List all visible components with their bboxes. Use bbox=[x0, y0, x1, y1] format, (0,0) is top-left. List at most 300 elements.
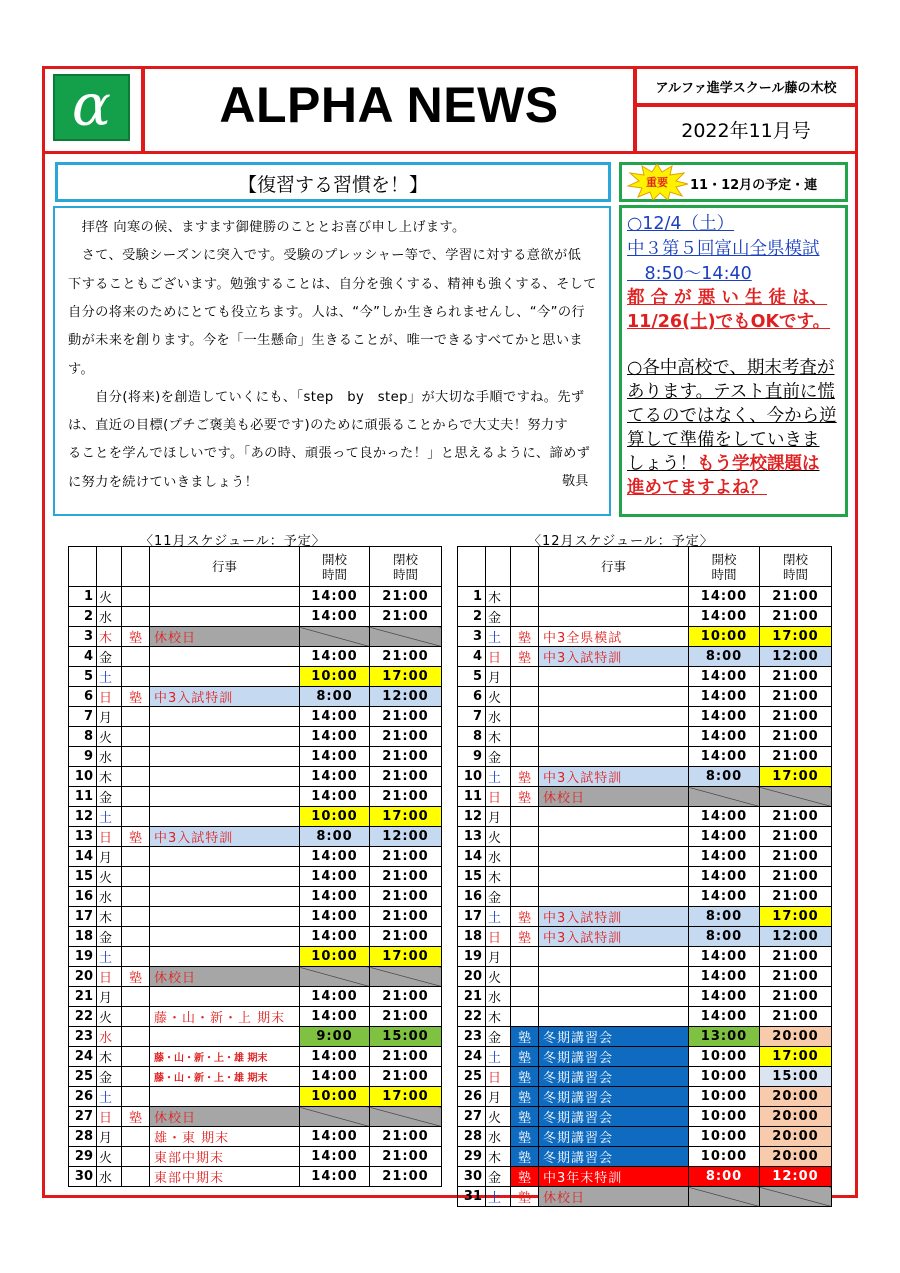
notice-line bbox=[627, 235, 845, 260]
article-line: 自分(将来)を創造していくにも、「step by step」が大切な手順ですね。先ず bbox=[68, 389, 585, 405]
schedule-row bbox=[458, 1187, 832, 1207]
juku-mark-cell: 塾 bbox=[122, 967, 150, 987]
close-time-cell: 17:00 bbox=[760, 907, 832, 927]
weekday-cell: 火 bbox=[97, 1007, 122, 1027]
open-time-cell: 10:00 bbox=[689, 1047, 760, 1067]
weekday-cell: 火 bbox=[486, 967, 511, 987]
notice-line bbox=[627, 450, 845, 475]
notice-line-text: てるのではなく、今から逆 bbox=[627, 406, 837, 426]
juku-mark-cell bbox=[511, 747, 539, 767]
juku-mark-cell bbox=[511, 847, 539, 867]
day-number-cell: 15 bbox=[69, 867, 97, 887]
weekday-cell: 水 bbox=[486, 1127, 511, 1147]
close-time-cell: 21:00 bbox=[370, 887, 442, 907]
close-time-cell: 20:00 bbox=[760, 1027, 832, 1047]
juku-mark-cell bbox=[122, 907, 150, 927]
schedule-row bbox=[458, 587, 832, 607]
juku-mark-cell bbox=[511, 687, 539, 707]
close-time-cell: 21:00 bbox=[370, 647, 442, 667]
schedule-row bbox=[458, 947, 832, 967]
close-time-cell bbox=[760, 1187, 832, 1207]
schedule-header-row bbox=[458, 547, 832, 587]
day-number-cell: 24 bbox=[69, 1047, 97, 1067]
article-line: 下することもございます。勉強することは、自分を強くする、精神も強くする、そして bbox=[68, 276, 597, 292]
schedule-row bbox=[458, 707, 832, 727]
day-number-cell: 20 bbox=[458, 967, 486, 987]
event-cell bbox=[539, 747, 689, 767]
close-time-cell: 21:00 bbox=[370, 987, 442, 1007]
juku-mark-cell: 塾 bbox=[511, 767, 539, 787]
close-time-cell: 21:00 bbox=[370, 727, 442, 747]
open-time-cell: 10:00 bbox=[300, 667, 370, 687]
close-time-cell: 20:00 bbox=[760, 1147, 832, 1167]
open-time-cell: 14:00 bbox=[300, 587, 370, 607]
weekday-cell: 日 bbox=[486, 787, 511, 807]
open-time-cell: 10:00 bbox=[689, 627, 760, 647]
notice-line-text: しょう！ bbox=[627, 454, 697, 474]
juku-mark-cell bbox=[122, 1027, 150, 1047]
close-time-cell: 21:00 bbox=[370, 787, 442, 807]
schedule-row bbox=[69, 607, 442, 627]
weekday-cell: 月 bbox=[486, 667, 511, 687]
juku-mark-cell bbox=[511, 887, 539, 907]
event-cell bbox=[150, 767, 300, 787]
schedule-row bbox=[69, 667, 442, 687]
schedule-row bbox=[69, 807, 442, 827]
issue-date: 2022年11月号 bbox=[681, 120, 811, 142]
day-number-cell: 19 bbox=[458, 947, 486, 967]
weekday-cell: 木 bbox=[97, 767, 122, 787]
day-number-cell: 16 bbox=[69, 887, 97, 907]
close-time-cell: 12:00 bbox=[760, 927, 832, 947]
juku-mark-cell: 塾 bbox=[511, 907, 539, 927]
juku-mark-cell bbox=[122, 607, 150, 627]
close-time-cell: 12:00 bbox=[370, 687, 442, 707]
open-time-cell bbox=[689, 1187, 760, 1207]
notice-line-emphasis: もう学校課題は bbox=[697, 454, 820, 474]
event-cell bbox=[539, 967, 689, 987]
article-title: 【復習する習慣を！】 bbox=[237, 174, 428, 196]
juku-mark-cell bbox=[122, 747, 150, 767]
day-number-cell: 7 bbox=[69, 707, 97, 727]
weekday-cell: 水 bbox=[486, 707, 511, 727]
weekday-cell: 木 bbox=[97, 627, 122, 647]
weekday-cell: 木 bbox=[486, 1007, 511, 1027]
event-cell bbox=[539, 947, 689, 967]
event-cell: 東部中期末 bbox=[150, 1167, 300, 1187]
close-time-cell: 17:00 bbox=[760, 1047, 832, 1067]
juku-mark-cell bbox=[122, 767, 150, 787]
weekday-cell: 土 bbox=[97, 1087, 122, 1107]
open-time-cell: 14:00 bbox=[300, 787, 370, 807]
open-time-cell: 10:00 bbox=[300, 1087, 370, 1107]
schedule-header-cell bbox=[458, 547, 486, 587]
day-number-cell: 3 bbox=[69, 627, 97, 647]
day-number-cell: 9 bbox=[458, 747, 486, 767]
schedule-row bbox=[458, 927, 832, 947]
article-line: さて、受験シーズンに突入です。受験のプレッシャー等で、学習に対する意欲が低 bbox=[68, 248, 582, 264]
open-time-cell: 14:00 bbox=[300, 607, 370, 627]
open-time-cell: 14:00 bbox=[300, 747, 370, 767]
event-cell: 冬期講習会 bbox=[539, 1107, 689, 1127]
close-time-cell: 21:00 bbox=[760, 707, 832, 727]
open-time-cell: 14:00 bbox=[300, 727, 370, 747]
day-number-cell: 24 bbox=[458, 1047, 486, 1067]
event-cell bbox=[150, 987, 300, 1007]
schedule-header-cell: 行事 bbox=[539, 547, 689, 587]
article-line: に努力を続けていきましょう！ bbox=[68, 474, 259, 490]
juku-mark-cell: 塾 bbox=[511, 1047, 539, 1067]
day-number-cell: 27 bbox=[458, 1107, 486, 1127]
close-time-cell: 21:00 bbox=[760, 667, 832, 687]
article-line: 自分の将来のためにとても役立ちます。人は、“今”しか生きられませんし、“今”の行 bbox=[68, 304, 586, 320]
weekday-cell: 日 bbox=[486, 1067, 511, 1087]
event-cell: 中3入試特訓 bbox=[150, 687, 300, 707]
close-time-cell: 12:00 bbox=[760, 647, 832, 667]
schedule-row bbox=[458, 907, 832, 927]
juku-mark-cell bbox=[122, 847, 150, 867]
event-cell bbox=[150, 887, 300, 907]
day-number-cell: 2 bbox=[69, 607, 97, 627]
open-time-cell bbox=[300, 967, 370, 987]
open-time-cell: 14:00 bbox=[689, 687, 760, 707]
day-number-cell: 17 bbox=[69, 907, 97, 927]
event-cell bbox=[539, 587, 689, 607]
schedule-row bbox=[69, 827, 442, 847]
notice-line-text: 8:50～14:40 bbox=[627, 264, 752, 284]
event-cell: 藤・山・新・上・雄 期末 bbox=[150, 1067, 300, 1087]
weekday-cell: 木 bbox=[486, 587, 511, 607]
event-cell bbox=[150, 847, 300, 867]
juku-mark-cell bbox=[122, 1167, 150, 1187]
day-number-cell: 21 bbox=[458, 987, 486, 1007]
close-time-cell: 21:00 bbox=[760, 967, 832, 987]
weekday-cell: 土 bbox=[97, 807, 122, 827]
open-time-cell: 14:00 bbox=[300, 987, 370, 1007]
close-time-cell bbox=[370, 967, 442, 987]
event-cell: 中3年末特訓 bbox=[539, 1167, 689, 1187]
juku-mark-cell bbox=[511, 807, 539, 827]
juku-mark-cell bbox=[511, 587, 539, 607]
day-number-cell: 30 bbox=[458, 1167, 486, 1187]
open-time-cell bbox=[300, 627, 370, 647]
close-time-cell: 12:00 bbox=[760, 1167, 832, 1187]
weekday-cell: 日 bbox=[97, 827, 122, 847]
schedule-header-cell bbox=[69, 547, 97, 587]
day-number-cell: 14 bbox=[69, 847, 97, 867]
close-time-cell: 21:00 bbox=[370, 587, 442, 607]
juku-mark-cell bbox=[122, 987, 150, 1007]
event-cell bbox=[150, 647, 300, 667]
open-time-cell: 14:00 bbox=[689, 747, 760, 767]
juku-mark-cell bbox=[511, 667, 539, 687]
event-cell bbox=[150, 587, 300, 607]
schedule-row bbox=[458, 827, 832, 847]
close-time-cell: 21:00 bbox=[760, 947, 832, 967]
weekday-cell: 木 bbox=[486, 727, 511, 747]
event-cell bbox=[539, 827, 689, 847]
open-time-cell: 14:00 bbox=[300, 1047, 370, 1067]
schedule-row bbox=[69, 1167, 442, 1187]
school-name: アルファ進学スクール藤の木校 bbox=[655, 81, 837, 96]
open-time-cell: 14:00 bbox=[300, 707, 370, 727]
weekday-cell: 金 bbox=[486, 1027, 511, 1047]
notice-line bbox=[627, 260, 845, 285]
weekday-cell: 日 bbox=[486, 927, 511, 947]
open-time-cell bbox=[689, 787, 760, 807]
juku-mark-cell bbox=[122, 727, 150, 747]
weekday-cell: 水 bbox=[97, 1027, 122, 1047]
weekday-cell: 金 bbox=[486, 1167, 511, 1187]
close-time-cell: 21:00 bbox=[370, 767, 442, 787]
juku-mark-cell bbox=[122, 1067, 150, 1087]
open-time-cell: 10:00 bbox=[689, 1107, 760, 1127]
day-number-cell: 29 bbox=[458, 1147, 486, 1167]
close-time-cell: 21:00 bbox=[370, 1127, 442, 1147]
juku-mark-cell bbox=[122, 1147, 150, 1167]
weekday-cell: 木 bbox=[97, 1047, 122, 1067]
event-cell bbox=[539, 667, 689, 687]
schedule-row bbox=[69, 907, 442, 927]
day-number-cell: 10 bbox=[458, 767, 486, 787]
close-time-cell: 17:00 bbox=[760, 627, 832, 647]
weekday-cell: 火 bbox=[486, 1107, 511, 1127]
schedule-header-cell: 行事 bbox=[150, 547, 300, 587]
schedule-row bbox=[69, 947, 442, 967]
event-cell bbox=[150, 607, 300, 627]
schedule-header-row bbox=[69, 547, 442, 587]
event-cell: 藤・山・新・上 期末 bbox=[150, 1007, 300, 1027]
important-badge-text: 重要 bbox=[646, 176, 668, 189]
open-time-cell: 14:00 bbox=[689, 807, 760, 827]
open-time-cell: 14:00 bbox=[300, 1127, 370, 1147]
day-number-cell: 25 bbox=[458, 1067, 486, 1087]
juku-mark-cell: 塾 bbox=[511, 787, 539, 807]
schedule-row bbox=[458, 607, 832, 627]
event-cell: 冬期講習会 bbox=[539, 1047, 689, 1067]
open-time-cell: 10:00 bbox=[689, 1067, 760, 1087]
schedule-row bbox=[458, 867, 832, 887]
event-cell bbox=[150, 907, 300, 927]
juku-mark-cell bbox=[122, 867, 150, 887]
juku-mark-cell bbox=[511, 607, 539, 627]
weekday-cell: 水 bbox=[97, 747, 122, 767]
weekday-cell: 木 bbox=[486, 1147, 511, 1167]
event-cell bbox=[539, 687, 689, 707]
weekday-cell: 月 bbox=[486, 1087, 511, 1107]
event-cell: 冬期講習会 bbox=[539, 1067, 689, 1087]
schedule-row bbox=[458, 747, 832, 767]
weekday-cell: 火 bbox=[97, 1147, 122, 1167]
weekday-cell: 金 bbox=[486, 607, 511, 627]
day-number-cell: 4 bbox=[69, 647, 97, 667]
day-number-cell: 13 bbox=[458, 827, 486, 847]
weekday-cell: 水 bbox=[486, 987, 511, 1007]
close-time-cell: 21:00 bbox=[370, 1167, 442, 1187]
juku-mark-cell: 塾 bbox=[122, 687, 150, 707]
notice-line-text: ○各中高校で、期末考査が bbox=[627, 358, 835, 378]
nov-schedule-caption: 〈11月スケジュール：予定〉 bbox=[140, 534, 326, 549]
close-time-cell: 17:00 bbox=[370, 667, 442, 687]
schedule-row bbox=[458, 847, 832, 867]
event-cell: 中3入試特訓 bbox=[539, 907, 689, 927]
weekday-cell: 火 bbox=[97, 867, 122, 887]
open-time-cell: 14:00 bbox=[300, 1167, 370, 1187]
juku-mark-cell: 塾 bbox=[511, 1167, 539, 1187]
dec-schedule-table bbox=[457, 546, 832, 1207]
weekday-cell: 土 bbox=[97, 667, 122, 687]
juku-mark-cell bbox=[122, 1127, 150, 1147]
schedule-row bbox=[458, 1107, 832, 1127]
day-number-cell: 29 bbox=[69, 1147, 97, 1167]
close-time-cell bbox=[760, 787, 832, 807]
schedule-row bbox=[69, 767, 442, 787]
juku-mark-cell: 塾 bbox=[511, 647, 539, 667]
day-number-cell: 10 bbox=[69, 767, 97, 787]
juku-mark-cell bbox=[122, 587, 150, 607]
schedule-row bbox=[69, 1147, 442, 1167]
article-closing: 敬具 bbox=[562, 474, 589, 489]
open-time-cell: 14:00 bbox=[689, 887, 760, 907]
schedule-row bbox=[69, 867, 442, 887]
day-number-cell: 13 bbox=[69, 827, 97, 847]
juku-mark-cell: 塾 bbox=[122, 627, 150, 647]
notice-line bbox=[627, 378, 845, 403]
day-number-cell: 23 bbox=[458, 1027, 486, 1047]
newsletter-title: ALPHA NEWS bbox=[219, 77, 559, 133]
day-number-cell: 2 bbox=[458, 607, 486, 627]
day-number-cell: 11 bbox=[458, 787, 486, 807]
day-number-cell: 1 bbox=[458, 587, 486, 607]
day-number-cell: 5 bbox=[69, 667, 97, 687]
open-time-cell: 8:00 bbox=[300, 827, 370, 847]
juku-mark-cell bbox=[511, 1007, 539, 1027]
weekday-cell: 金 bbox=[97, 927, 122, 947]
day-number-cell: 27 bbox=[69, 1107, 97, 1127]
weekday-cell: 水 bbox=[97, 1167, 122, 1187]
open-time-cell: 14:00 bbox=[689, 1007, 760, 1027]
schedule-row bbox=[458, 727, 832, 747]
weekday-cell: 土 bbox=[486, 1187, 511, 1207]
schedule-row bbox=[458, 1167, 832, 1187]
juku-mark-cell bbox=[122, 647, 150, 667]
open-time-cell: 14:00 bbox=[689, 867, 760, 887]
event-cell bbox=[539, 1007, 689, 1027]
weekday-cell: 金 bbox=[97, 787, 122, 807]
weekday-cell: 日 bbox=[486, 647, 511, 667]
event-cell: 冬期講習会 bbox=[539, 1027, 689, 1047]
open-time-cell: 9:00 bbox=[300, 1027, 370, 1047]
event-cell: 雄・東 期末 bbox=[150, 1127, 300, 1147]
close-time-cell: 21:00 bbox=[760, 587, 832, 607]
close-time-cell bbox=[370, 627, 442, 647]
close-time-cell: 21:00 bbox=[760, 987, 832, 1007]
event-cell bbox=[150, 787, 300, 807]
day-number-cell: 5 bbox=[458, 667, 486, 687]
day-number-cell: 7 bbox=[458, 707, 486, 727]
open-time-cell: 14:00 bbox=[689, 587, 760, 607]
schedule-row bbox=[69, 1107, 442, 1127]
day-number-cell: 28 bbox=[69, 1127, 97, 1147]
weekday-cell: 土 bbox=[486, 1047, 511, 1067]
juku-mark-cell: 塾 bbox=[511, 627, 539, 647]
juku-mark-cell bbox=[122, 807, 150, 827]
close-time-cell: 21:00 bbox=[760, 847, 832, 867]
alpha-logo bbox=[53, 70, 130, 141]
juku-mark-cell bbox=[122, 1047, 150, 1067]
juku-mark-cell: 塾 bbox=[511, 1027, 539, 1047]
open-time-cell: 14:00 bbox=[689, 967, 760, 987]
weekday-cell: 金 bbox=[97, 1067, 122, 1087]
close-time-cell: 21:00 bbox=[370, 747, 442, 767]
schedule-row bbox=[69, 1087, 442, 1107]
schedule-header-cell bbox=[122, 547, 150, 587]
schedule-row bbox=[458, 887, 832, 907]
important-starburst-icon bbox=[626, 164, 688, 200]
notice-line-text: 11/26(土)でもOKです。 bbox=[627, 312, 831, 332]
close-time-cell: 21:00 bbox=[760, 827, 832, 847]
weekday-cell: 火 bbox=[97, 727, 122, 747]
article-line: す。 bbox=[68, 361, 95, 377]
open-time-cell: 14:00 bbox=[689, 727, 760, 747]
schedule-row bbox=[69, 1067, 442, 1087]
event-cell: 休校日 bbox=[150, 1107, 300, 1127]
open-time-cell: 14:00 bbox=[300, 907, 370, 927]
close-time-cell: 21:00 bbox=[760, 687, 832, 707]
notice-line-text: ○12/4（土） bbox=[627, 214, 735, 234]
notice-line-text: 算して準備をしていきま bbox=[627, 430, 820, 450]
open-time-cell: 14:00 bbox=[300, 867, 370, 887]
event-cell: 中3入試特訓 bbox=[539, 927, 689, 947]
notice-line-text: 進めてますよね？ bbox=[627, 478, 767, 498]
event-cell: 中3入試特訓 bbox=[539, 767, 689, 787]
close-time-cell: 21:00 bbox=[760, 1007, 832, 1027]
day-number-cell: 16 bbox=[458, 887, 486, 907]
schedule-row bbox=[458, 1027, 832, 1047]
close-time-cell: 20:00 bbox=[760, 1107, 832, 1127]
schedule-header-cell bbox=[486, 547, 511, 587]
schedule-row bbox=[69, 887, 442, 907]
event-cell: 中3入試特訓 bbox=[539, 647, 689, 667]
schedule-row bbox=[458, 1087, 832, 1107]
weekday-cell: 月 bbox=[97, 847, 122, 867]
schedule-row bbox=[69, 1007, 442, 1027]
event-cell: 冬期講習会 bbox=[539, 1147, 689, 1167]
article-line: 動が未来を創ります。今を「一生懸命」生きることが、唯一できるすべてかと思いま bbox=[68, 333, 584, 349]
notice-line bbox=[627, 210, 845, 235]
open-time-cell: 10:00 bbox=[689, 1147, 760, 1167]
event-cell bbox=[150, 867, 300, 887]
schedule-row bbox=[69, 627, 442, 647]
open-time-cell: 14:00 bbox=[300, 1067, 370, 1087]
schedule-row bbox=[458, 687, 832, 707]
weekday-cell: 金 bbox=[486, 887, 511, 907]
day-number-cell: 12 bbox=[69, 807, 97, 827]
day-number-cell: 18 bbox=[69, 927, 97, 947]
event-cell bbox=[150, 927, 300, 947]
open-time-cell: 8:00 bbox=[689, 907, 760, 927]
event-cell bbox=[150, 1027, 300, 1047]
schedule-row bbox=[69, 847, 442, 867]
schedule-row bbox=[458, 767, 832, 787]
close-time-cell bbox=[370, 1107, 442, 1127]
juku-mark-cell: 塾 bbox=[511, 1147, 539, 1167]
notice-line bbox=[627, 402, 845, 427]
open-time-cell: 14:00 bbox=[689, 947, 760, 967]
open-time-cell: 8:00 bbox=[689, 1167, 760, 1187]
close-time-cell: 17:00 bbox=[370, 807, 442, 827]
open-time-cell: 14:00 bbox=[689, 667, 760, 687]
